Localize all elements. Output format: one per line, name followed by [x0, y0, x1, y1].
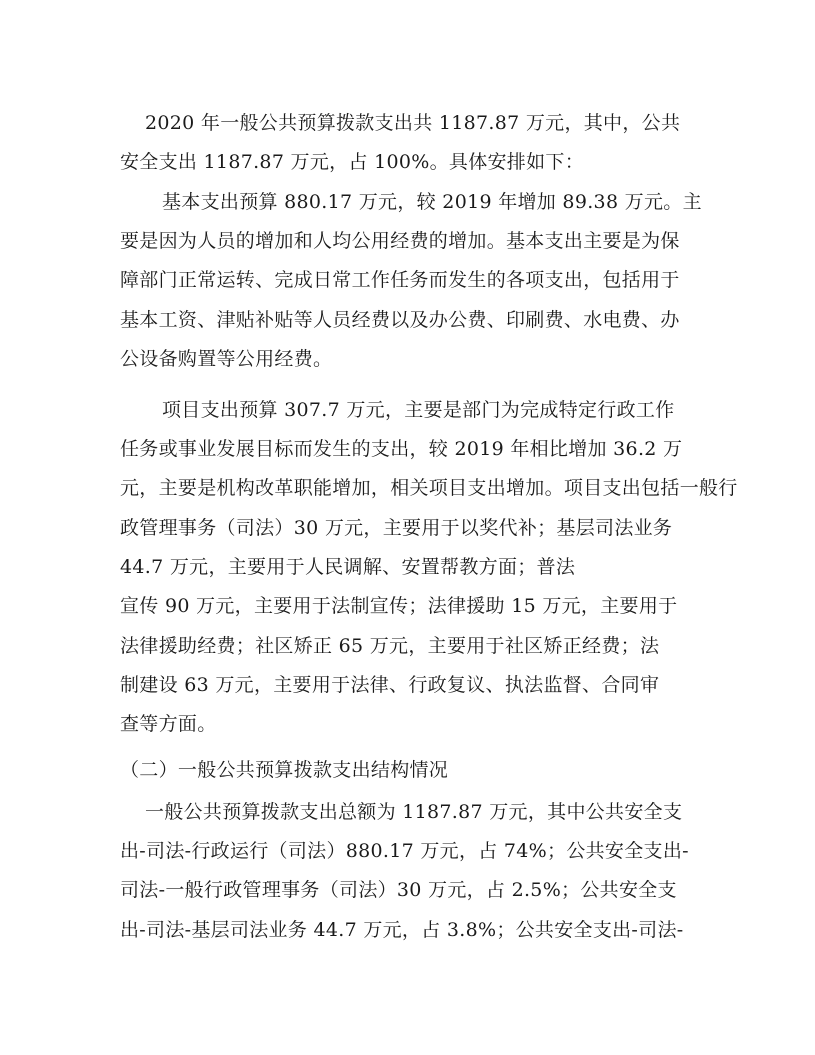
text-line: 2020 年一般公共预算拨款支出共 1187.87 万元，其中，公共 [145, 112, 681, 134]
text-line: 元，主要是机构改革职能增加，相关项目支出增加。项目支出包括一般行 [120, 477, 738, 499]
text-line: 制建设 63 万元，主要用于法律、行政复议、执法监督、合同审 [120, 674, 660, 696]
text-line: 司法-一般行政管理事务（司法）30 万元，占 2.5%；公共安全支 [120, 879, 677, 901]
text-line: 出-司法-行政运行（司法）880.17 万元，占 74%；公共安全支出- [120, 840, 689, 862]
text-line: 查等方面。 [120, 713, 217, 735]
text-line: 要是因为人员的增加和人均公用经费的增加。基本支出主要是为保 [120, 230, 680, 252]
text-line: 一般公共预算拨款支出总额为 1187.87 万元，其中公共安全支 [145, 801, 683, 823]
text-line: 基本支出预算 880.17 万元，较 2019 年增加 89.38 万元。主 [162, 191, 702, 213]
text-line: 宣传 90 万元，主要用于法制宣传；法律援助 15 万元，主要用于 [120, 595, 678, 617]
text-line: 障部门正常运转、完成日常工作任务而发生的各项支出，包括用于 [120, 269, 680, 291]
text-line: 出-司法-基层司法业务 44.7 万元，占 3.8%；公共安全支出-司法- [120, 919, 684, 941]
section-heading: （二）一般公共预算拨款支出结构情况 [120, 759, 449, 781]
text-line: 安全支出 1187.87 万元，占 100%。具体安排如下： [120, 151, 585, 173]
text-line: 政管理事务（司法）30 万元，主要用于以奖代补；基层司法业务 [120, 517, 673, 539]
text-line: 44.7 万元，主要用于人民调解、安置帮教方面；普法 [120, 556, 576, 578]
text-line: 公设备购置等公用经费。 [120, 348, 333, 370]
text-line: 基本工资、津贴补贴等人员经费以及办公费、印刷费、水电费、办 [120, 309, 680, 331]
text-line: 法律援助经费；社区矫正 65 万元，主要用于社区矫正经费；法 [120, 635, 660, 657]
text-line: 项目支出预算 307.7 万元，主要是部门为完成特定行政工作 [162, 399, 675, 421]
text-line: 任务或事业发展目标而发生的支出，较 2019 年相比增加 36.2 万 [120, 438, 683, 460]
